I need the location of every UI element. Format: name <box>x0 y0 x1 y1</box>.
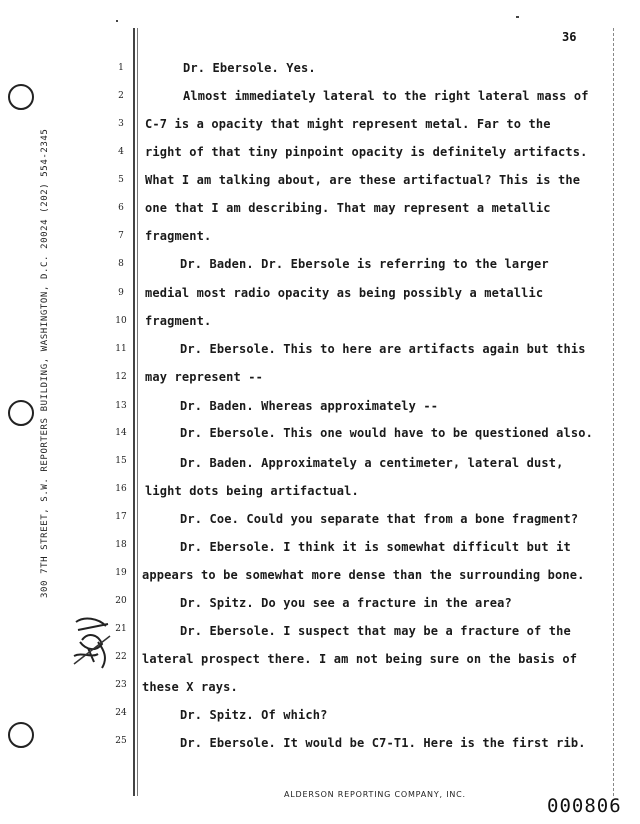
line-number: 1 <box>118 63 124 73</box>
transcript-line: Dr. Ebersole. I suspect that may be a fracture of the <box>180 624 571 638</box>
line-number: 10 <box>115 316 127 326</box>
line-number: 22 <box>115 652 127 662</box>
left-margin-rule <box>133 28 135 796</box>
transcript-line: one that I am describing. That may represent a metallic <box>145 201 551 215</box>
transcript-line: Dr. Ebersole. Yes. <box>183 61 316 75</box>
line-number: 12 <box>115 372 127 382</box>
scan-speck <box>116 20 118 22</box>
transcript-line: right of that tiny pinpoint opacity is definitely artifacts. <box>145 145 588 159</box>
transcript-line: may represent -- <box>145 370 263 384</box>
line-number: 23 <box>115 680 127 690</box>
transcript-line: these X rays. <box>142 680 238 694</box>
reporting-company-footer: ALDERSON REPORTING COMPANY, INC. <box>284 790 466 799</box>
line-number: 21 <box>115 624 127 634</box>
transcript-line: Dr. Coe. Could you separate that from a bone fragment? <box>180 512 579 526</box>
transcript-line: Dr. Spitz. Of which? <box>180 708 328 722</box>
left-margin-rule-inner <box>137 28 138 796</box>
scan-speck <box>516 16 519 18</box>
transcript-line: Dr. Baden. Approximately a centimeter, lateral dust, <box>180 456 564 470</box>
line-number: 2 <box>118 91 124 101</box>
line-number: 18 <box>115 540 127 550</box>
line-number: 14 <box>115 428 127 438</box>
line-number: 16 <box>115 484 127 494</box>
page-number: 36 <box>562 30 577 44</box>
transcript-line: Dr. Spitz. Do you see a fracture in the area? <box>180 596 512 610</box>
binder-hole <box>8 722 34 748</box>
binder-hole <box>8 400 34 426</box>
transcript-line: fragment. <box>145 229 212 243</box>
line-number: 15 <box>115 456 127 466</box>
transcript-line: medial most radio opacity as being possibly a metallic <box>145 286 544 300</box>
line-number: 17 <box>115 512 127 522</box>
transcript-line: appears to be somewhat more dense than the surrounding bone. <box>142 568 585 582</box>
transcript-line: Dr. Ebersole. I think it is somewhat difficult but it <box>180 540 571 554</box>
transcript-line: fragment. <box>145 314 212 328</box>
transcript-line: light dots being artifactual. <box>145 484 359 498</box>
line-number: 4 <box>118 147 124 157</box>
transcript-line: Dr. Baden. Dr. Ebersole is referring to the larger <box>180 257 549 271</box>
line-number: 5 <box>118 175 124 185</box>
line-number: 3 <box>118 119 124 129</box>
line-number: 9 <box>118 288 124 298</box>
line-number: 19 <box>115 568 127 578</box>
transcript-line: Dr. Ebersole. This one would have to be questioned also. <box>180 426 593 440</box>
right-margin-rule <box>613 28 614 796</box>
line-number: 25 <box>115 736 127 746</box>
reporter-address: 300 7TH STREET, S.W. REPORTERS BUILDING, WASHINGTON, D.C. 20024 (202) 554-2345 <box>40 128 50 598</box>
line-number: 8 <box>118 259 124 269</box>
transcript-line: Almost immediately lateral to the right lateral mass of <box>183 89 589 103</box>
transcript-line: Dr. Ebersole. This to here are artifacts again but this <box>180 342 586 356</box>
binder-hole <box>8 84 34 110</box>
initials-stamp-icon <box>68 612 116 674</box>
line-number: 11 <box>115 344 127 354</box>
line-number: 13 <box>115 401 127 411</box>
bates-number: 000806 <box>547 795 622 817</box>
line-number: 20 <box>115 596 127 606</box>
transcript-line: lateral prospect there. I am not being sure on the basis of <box>142 652 578 666</box>
line-number: 7 <box>118 231 124 241</box>
transcript-line: C-7 is a opacity that might represent metal. Far to the <box>145 117 551 131</box>
transcript-line: Dr. Ebersole. It would be C7-T1. Here is the first rib. <box>180 736 586 750</box>
line-number: 6 <box>118 203 124 213</box>
transcript-line: What I am talking about, are these artifactual? This is the <box>145 173 581 187</box>
transcript-line: Dr. Baden. Whereas approximately -- <box>180 399 439 413</box>
line-number: 24 <box>115 708 127 718</box>
